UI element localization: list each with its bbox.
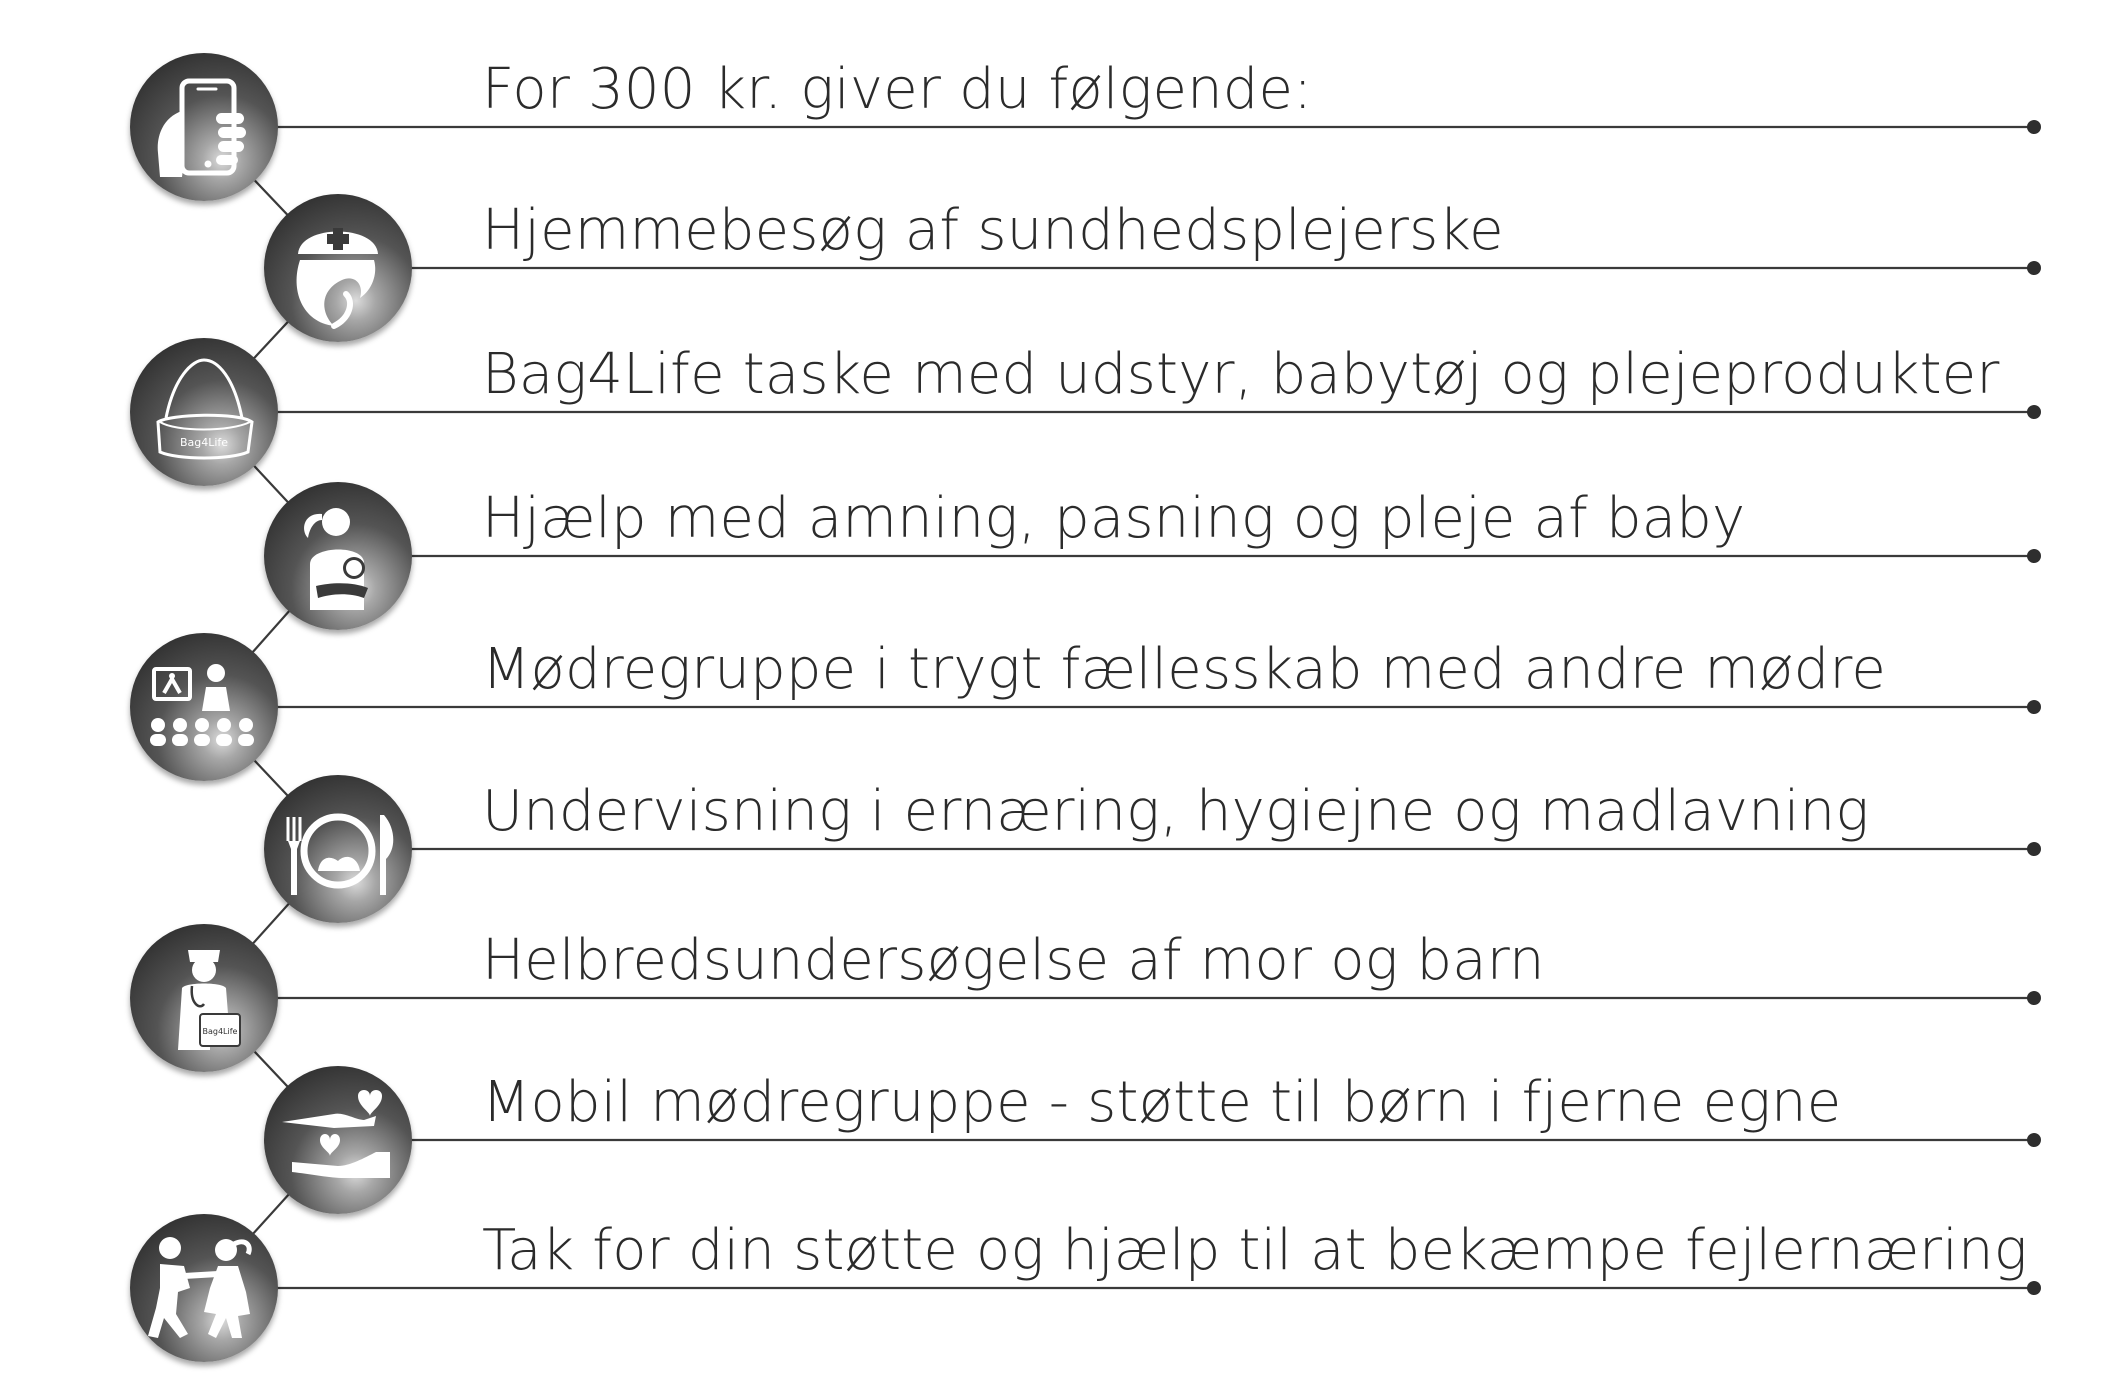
rule-endpoint	[2027, 1281, 2041, 1295]
item-label-home-visit: Hjemmebesøg af sundhedsplejerske	[482, 198, 1504, 263]
phone-hand-icon	[130, 53, 278, 201]
item-label-mothers-group: Mødregruppe i trygt fællesskab med andre mødre	[482, 637, 1886, 702]
item-label-health-check: Helbredsundersøgelse af mor og barn	[482, 928, 1545, 993]
badge-children	[130, 1214, 278, 1362]
bag-brand-text: Bag4Life	[179, 436, 229, 449]
badge-mother-baby	[264, 482, 412, 630]
badge-group	[130, 633, 278, 781]
nurse-head-icon	[264, 194, 412, 342]
rule-endpoint	[2027, 120, 2041, 134]
badge-hands	[264, 1066, 412, 1214]
rule-endpoint	[2027, 261, 2041, 275]
group-class-icon	[130, 633, 278, 781]
children-playing-icon	[130, 1214, 278, 1362]
item-label-nutrition-teaching: Undervisning i ernæring, hygiejne og madlavning	[482, 779, 1870, 844]
badge-plate	[264, 775, 412, 923]
mother-baby-icon	[264, 482, 412, 630]
rule-endpoint	[2027, 1133, 2041, 1147]
doctor-icon	[130, 924, 278, 1072]
badge-nurse	[264, 194, 412, 342]
doctor-bag-text: Bag4Life	[202, 1027, 238, 1036]
item-label-mobile-group: Mobil mødregruppe - støtte til børn i fjerne egne	[482, 1070, 1842, 1135]
rule-endpoint	[2027, 700, 2041, 714]
rule-endpoint	[2027, 549, 2041, 563]
item-label-thanks: Tak for din støtte og hjælp til at bekæmpe fejlernæring	[482, 1218, 2028, 1283]
item-label-breastfeeding: Hjælp med amning, pasning og pleje af baby	[482, 486, 1746, 551]
hands-hearts-icon	[264, 1066, 412, 1214]
bag-icon	[130, 338, 278, 486]
badge-phone	[130, 53, 278, 201]
rule-endpoint	[2027, 405, 2041, 419]
rule-endpoint	[2027, 842, 2041, 856]
infographic-title: For 300 kr. giver du følgende:	[482, 57, 1313, 122]
rule-endpoint	[2027, 991, 2041, 1005]
item-label-bag: Bag4Life taske med udstyr, babytøj og plejeprodukter	[482, 342, 2000, 407]
badge-bag	[130, 338, 278, 486]
plate-cutlery-icon	[264, 775, 412, 923]
badge-doctor	[130, 924, 278, 1072]
